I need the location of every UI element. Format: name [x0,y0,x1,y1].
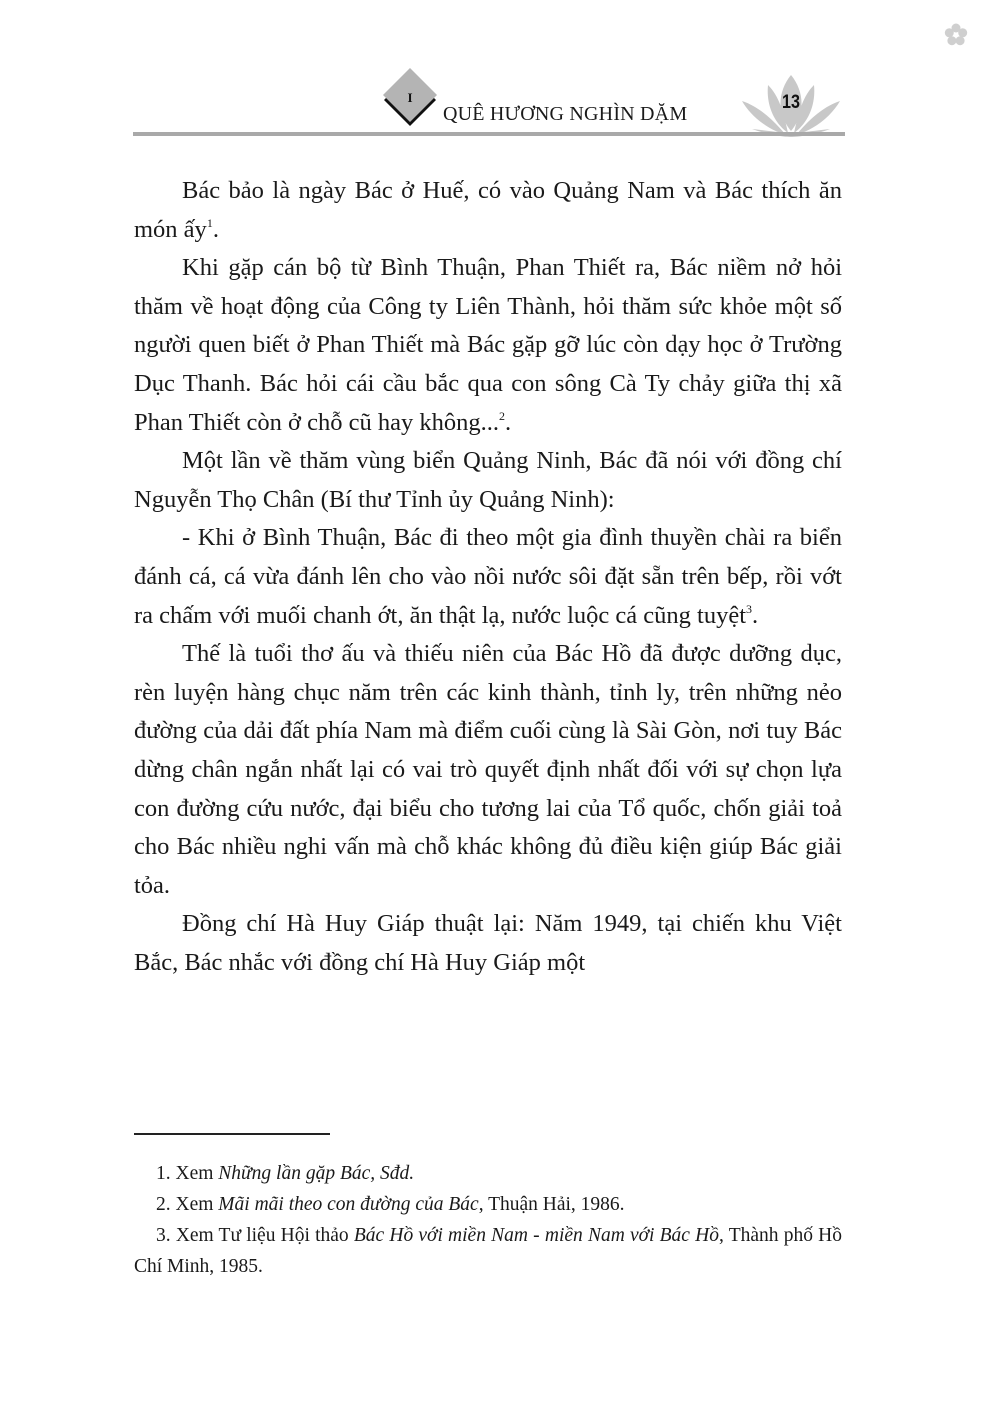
footnote [134,1189,842,1220]
text-run: Khi gặp cán bộ từ Bình Thuận, Phan Thiết ra, Bác niềm nở hỏi thăm về hoạt động của Công ty Liên Thành, hỏi thăm sức khỏe một số người quen biết ở Phan Thiết mà Bác gặp gỡ lúc còn dạy học ở Trường Dục Thanh. Bác hỏi cái cầu bắc qua con sông Cà Ty chảy giữa thị xã Phan Thiết còn ở chỗ cũ hay không... [134,254,842,436]
citation-title: Mãi mãi theo con đường của Bác [218,1194,479,1215]
footnote-ref: 1 [206,215,213,230]
chapter-badge [380,66,440,136]
paragraph [134,442,842,519]
chapter-number: I [407,90,413,105]
footnote-ref: 2 [498,408,505,423]
footnote-divider [134,1133,330,1135]
header-divider [133,132,845,136]
text-run: Thế là tuổi thơ ấu và thiếu niên của Bác Hồ đã được dưỡng dục, rèn luyện hàng chục năm trên các kinh thành, tỉnh ly, trên những nẻo đường của dải đất phía Nam mà điểm cuối cùng là Sài Gòn, nơi tuy Bác dừng chân ngắn nhất lại có vai trò quyết định nhất đối với sự chọn lựa con đường cứu nước, đại biểu cho tương lai của Tổ quốc, chốn giải toả cho Bác nhiều nghi vấn mà chỗ khác không đủ điều kiện giúp Bác giải tỏa. [134,640,842,899]
text-run: Bác bảo là ngày Bác ở Huế, có vào Quảng Nam và Bác thích ăn món ấy [134,177,842,243]
text-run: - Khi ở Bình Thuận, Bác đi theo một gia đình thuyền chài ra biển đánh cá, cá vừa đánh lên cho vào nồi nước sôi đặt sẵn trên bếp, rồi vớt ra chấm với muối chanh ớt, ăn thật lạ, nước luộc cá cũng tuyệt [134,524,842,629]
body-text [134,172,842,982]
text-run: . [212,215,219,243]
text-run: 2. Xem [156,1194,219,1215]
footnote [134,1158,842,1189]
footnotes [134,1158,842,1282]
text-run: 3. Xem Tư liệu Hội thảo [156,1225,354,1246]
text-run: , Thành phố Hồ Chí Minh, 1985. [134,1225,842,1277]
paragraph [134,249,842,442]
text-run: Một lần về thăm vùng biển Quảng Ninh, Bác đã nói với đồng chí Nguyễn Thọ Chân (Bí thư Tỉnh ủy Quảng Ninh): [134,447,842,513]
paragraph [134,905,842,982]
paragraph [134,635,842,905]
paragraph [134,172,842,249]
text-run: , Thuận Hải, 1986. [478,1194,625,1215]
chapter-title: QUÊ HƯƠNG NGHÌN DẶM [443,103,688,125]
citation-title: Những lần gặp Bác, Sđd. [218,1163,415,1184]
running-header [0,0,1000,150]
footnote [134,1220,842,1282]
paragraph [134,519,842,635]
page-number: 13 [782,92,800,113]
citation-title: Bác Hồ với miền Nam - miền Nam với Bác Hồ [353,1225,719,1246]
text-run: . [504,408,512,436]
text-run: . [752,601,759,629]
text-run: Đồng chí Hà Huy Giáp thuật lại: Năm 1949, tại chiến khu Việt Bắc, Bác nhắc với đồng chí Hà Huy Giáp một [134,910,842,976]
footnote-ref: 3 [746,601,753,616]
text-run: 1. Xem [156,1163,219,1184]
